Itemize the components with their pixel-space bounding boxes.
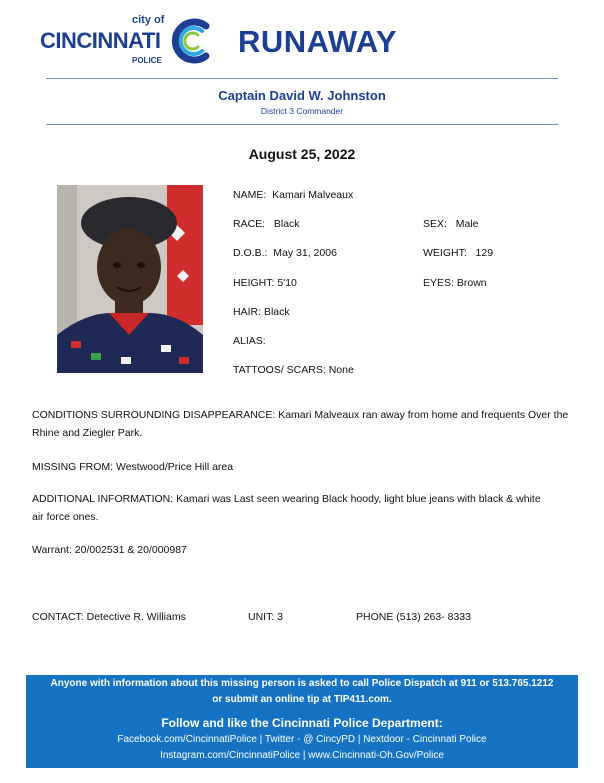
warrant-text: Warrant: 20/002531 & 20/000987 — [32, 544, 187, 556]
logo-name-text: CINCINNATI — [40, 28, 161, 53]
header-divider-top — [46, 78, 558, 79]
captain-name: Captain David W. Johnston — [218, 88, 386, 103]
race-value: Black — [273, 218, 300, 230]
tattoos-label: TATTOOS/ SCARS: — [233, 364, 326, 376]
tattoos-row — [233, 364, 354, 376]
footer-social-line1: Facebook.com/CincinnatiPolice | Twitter - @ CincyPD | Nextdoor - Cincinnati Police — [117, 734, 487, 745]
page-title: RUNAWAY — [238, 24, 398, 59]
race-label: RACE: — [233, 218, 266, 230]
height-value: 5'10 — [277, 277, 297, 289]
hair-label: HAIR: — [233, 306, 262, 318]
cincinnati-police-logo — [40, 14, 220, 70]
missing-person-photo — [57, 185, 203, 373]
sex-label: SEX: — [423, 218, 447, 230]
footer-social-line2: Instagram.com/CincinnatiPolice | www.Cincinnati-Oh.Gov/Police — [160, 750, 444, 761]
eyes-value: Brown — [456, 277, 487, 289]
name-label: NAME: — [233, 189, 267, 201]
weight-value: 129 — [475, 247, 494, 259]
race-row — [233, 218, 300, 230]
dob-value: May 31, 2006 — [273, 247, 337, 259]
logo-c-mark-icon — [166, 16, 216, 66]
sex-row — [423, 218, 478, 230]
footer-tip-line2: or submit an online tip at TIP411.com. — [212, 694, 392, 705]
tattoos-value: None — [328, 364, 354, 376]
hair-value: Black — [263, 306, 290, 318]
eyes-label: EYES: — [423, 277, 454, 289]
hair-row — [233, 306, 290, 318]
footer-info-box — [26, 675, 578, 768]
height-row — [233, 277, 297, 289]
height-label: HEIGHT: — [233, 277, 275, 289]
name-row — [233, 189, 353, 201]
bulletin-date: August 25, 2022 — [248, 146, 356, 162]
unit-text: UNIT: 3 — [248, 611, 284, 623]
weight-row — [423, 247, 493, 259]
header-divider-bottom — [46, 124, 558, 125]
additional-info-line2: air force ones. — [32, 511, 99, 523]
additional-info-line1: ADDITIONAL INFORMATION: Kamari was Last seen wearing Black hoody, light blue jeans with black & white — [32, 493, 541, 505]
contact-text: CONTACT: Detective R. Williams — [32, 611, 186, 623]
alias-row — [233, 335, 266, 347]
name-value: Kamari Malveaux — [272, 189, 354, 201]
eyes-row — [423, 277, 487, 289]
commander-title: District 3 Commander — [260, 106, 344, 116]
phone-text: PHONE (513) 263- 8333 — [356, 611, 471, 623]
alias-label: ALIAS: — [233, 335, 266, 347]
footer-tip-line1: Anyone with information about this missing person is asked to call Police Dispatch at 911 or 513.765.1212 — [50, 678, 554, 689]
logo-police-text: POLICE — [132, 56, 162, 65]
logo-city-of-text: city of — [132, 14, 165, 26]
footer-follow-heading: Follow and like the Cincinnati Police Department: — [161, 716, 443, 730]
conditions-text-line1: CONDITIONS SURROUNDING DISAPPEARANCE: Kamari Malveaux ran away from home and frequents Over the — [32, 409, 569, 421]
missing-from-text: MISSING FROM: Westwood/Price Hill area — [32, 461, 234, 473]
dob-row — [233, 247, 337, 259]
sex-value: Male — [455, 218, 479, 230]
conditions-text-line2: Rhine and Ziegler Park. — [32, 427, 143, 439]
dob-label: D.O.B.: — [233, 247, 268, 259]
weight-label: WEIGHT: — [423, 247, 467, 259]
